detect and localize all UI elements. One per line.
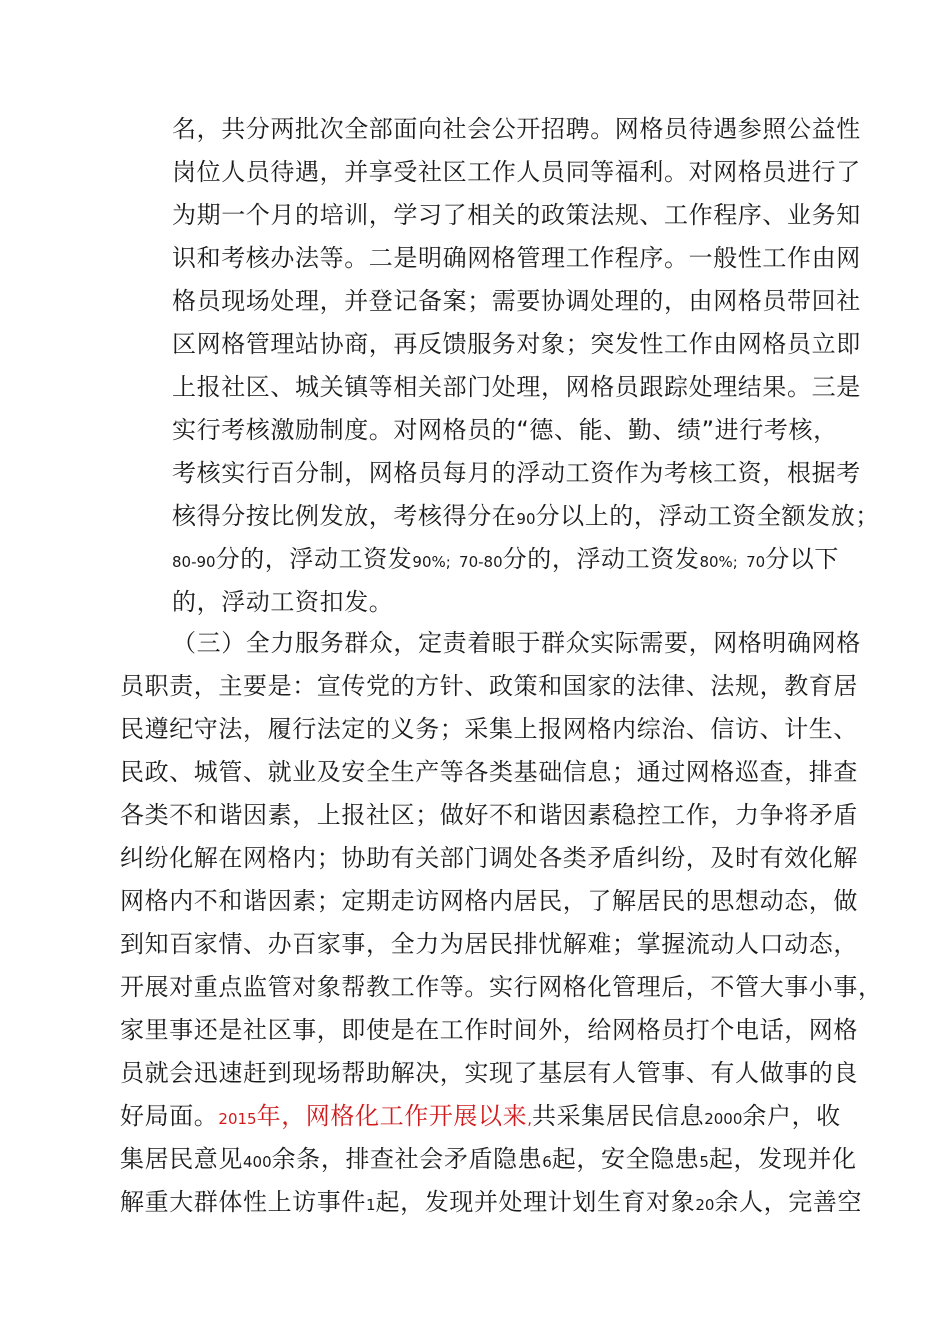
number: 70 (746, 553, 766, 571)
text-line: 家里事还是社区事，即使是在工作时间外，给网格员打个电话，网格 (120, 1016, 858, 1044)
text-line: 网格内不和谐因素；定期走访网格内居民，了解居民的思想动态，做 (120, 887, 858, 915)
text-line (172, 542, 839, 576)
text-line: 上报社区、城关镇等相关部门处理，网格员跟踪处理结果。三是 (172, 373, 861, 401)
highlighted-number: 2015 (218, 1110, 257, 1128)
text-segment: 分的，浮动工资发 (215, 545, 413, 573)
text-segment: 好局面。 (120, 1102, 219, 1130)
text-line: 区网格管理站协商，再反馈服务对象；突发性工作由网格员立即 (172, 330, 861, 358)
text-line: 到知百家情、办百家事，全力为居民排忧解难；掌握流动人口动态， (120, 930, 858, 958)
text-line: 纠纷化解在网格内；协助有关部门调处各类矛盾纠纷，及时有效化解 (120, 844, 858, 872)
highlighted-punctuation: , (527, 1110, 532, 1128)
text-segment: 起，发现并化 (708, 1145, 857, 1173)
number: 2000 (704, 1110, 743, 1128)
text-line: 民政、城管、就业及安全生产等各类基础信息；通过网格巡查，排查 (120, 758, 858, 786)
text-segment: 解重大群体性上访事件 (120, 1188, 366, 1216)
text-segment: 起，发现并处理计划生育对象 (375, 1188, 696, 1216)
paragraph-heading-line: （三）全力服务群众，定责着眼于群众实际需要，网格明确网格 (172, 629, 861, 657)
text-line: 岗位人员待遇，并享受社区工作人员同等福利。对网格员进行了 (172, 158, 861, 186)
text-line: 考核实行百分制，网格员每月的浮动工资作为考核工资，根据考 (172, 459, 861, 487)
text-segment: 共采集居民信息 (531, 1102, 705, 1130)
text-line: 识和考核办法等。二是明确网格管理工作程序。一般性工作由网 (172, 244, 861, 272)
number: 70-80 (459, 553, 503, 571)
text-line (172, 499, 880, 533)
text-segment: 分以下 (765, 545, 839, 573)
text-line: 格员现场处理，并登记备案；需要协调处理的，由网格员带回社 (172, 287, 861, 315)
highlighted-text: 年，网格化工作开展以来 (256, 1102, 528, 1130)
text-segment: 集居民意见 (120, 1145, 243, 1173)
text-line: 开展对重点监管对象帮教工作等。实行网格化管理后，不管大事小事， (120, 973, 883, 1001)
text-segment: 核得分按比例发放，考核得分在 (172, 502, 517, 530)
number: 80-90 (172, 553, 216, 571)
number: 5 (699, 1153, 709, 1171)
text-line: 各类不和谐因素，上报社区；做好不和谐因素稳控工作，力争将矛盾 (120, 801, 858, 829)
text-line: 员就会迅速赶到现场帮助解决，实现了基层有人管事、有人做事的良 (120, 1059, 858, 1087)
text-segment: 分以上的，浮动工资全额发放； (535, 502, 880, 530)
text-segment: 起，安全隐患 (551, 1145, 700, 1173)
text-line: 名，共分两批次全部面向社会公开招聘。网格员待遇参照公益性 (172, 115, 861, 143)
number: 90 (516, 510, 536, 528)
text-line: 员职责，主要是：宣传党的方针、政策和国家的法律、法规，教育居 (120, 672, 858, 700)
number: 80%; (699, 553, 738, 571)
number: 400 (243, 1153, 272, 1171)
number: 20 (695, 1196, 715, 1214)
text-line: 实行考核激励制度。对网格员的“德、能、勤、绩”进行考核， (172, 416, 838, 444)
number: 90%; (412, 553, 451, 571)
text-segment: 余条，排查社会矛盾隐患 (271, 1145, 543, 1173)
number: 1 (366, 1196, 376, 1214)
number: 6 (542, 1153, 552, 1171)
text-segment: 余户，收 (742, 1102, 841, 1130)
text-line (120, 1142, 857, 1176)
text-line (120, 1185, 862, 1219)
text-line (120, 1099, 841, 1133)
text-segment: 分的，浮动工资发 (502, 545, 700, 573)
text-line: 民遵纪守法，履行法定的义务；采集上报网格内综治、信访、计生、 (120, 715, 858, 743)
text-segment: 余人，完善空 (714, 1188, 863, 1216)
text-line: 的，浮动工资扣发。 (172, 588, 394, 616)
text-line: 为期一个月的培训，学习了相关的政策法规、工作程序、业务知 (172, 201, 861, 229)
